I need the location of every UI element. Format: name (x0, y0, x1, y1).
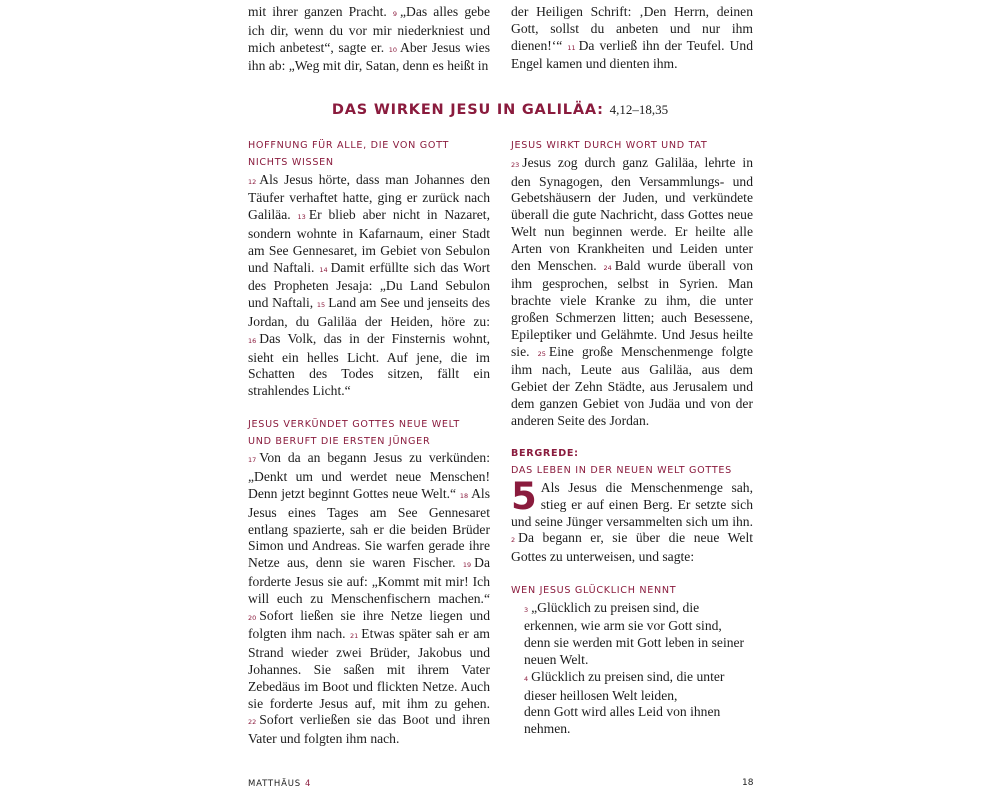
verse-number: 16 (248, 336, 257, 345)
verse-number: 4 (524, 674, 529, 683)
running-footer (248, 779, 311, 789)
section-title: DAS WIRKEN JESU IN GALILÄA: (331, 102, 604, 118)
chapter-number: 5 (511, 474, 537, 518)
right-column (511, 138, 753, 738)
section-reference: 4,12–18,35 (609, 102, 669, 117)
beatitudes-poem (511, 600, 753, 738)
left-column (248, 138, 490, 748)
verse-number: 21 (350, 632, 359, 641)
verse-number: 20 (248, 613, 257, 622)
poem-line: denn Gott wird alles Leid von ihnen nehmen. (524, 704, 721, 737)
top-right-column (511, 4, 753, 73)
poem-line: 3 „Glücklich zu preisen sind, die erkennen, wie arm sie vor Gott sind, (524, 599, 722, 634)
verse-number: 25 (537, 349, 546, 358)
paragraph-23-25: 23 Jesus zog durch ganz Galiläa, lehrte in den Synagogen, den Versammlungs- und Gebetshäusern der Juden, und verkündete überall die gute Nachricht, dass Gottes neue Welt nun beginnen werde. Er heilte alle Arten von Krankheiten und Leiden unter den Menschen. 24 Bald wurde überall von ihm gesprochen, selbst in Syrien. Man brachte viele Kranke zu ihm, die unter großen Schmerzen litten; auch Besessene, Epileptiker und Gelähmte. Und Jesus heilte sie. 25 Eine große Menschenmenge folgte ihm nach, Leute aus Galiläa, aus dem Gebiet der Zehn Städte, aus Jerusalem und dem ganzen Gebiet von Judäa und von der anderen Seite des Jordan. (511, 154, 753, 428)
paragraph-17-22: 17 Von da an begann Jesus zu verkünden: „Denkt um und werdet neue Menschen! Denn jetzt beginnt Gottes neue Welt.“ 18 Als Jesus eines Tages am See Gennesaret entlang spazierte, sah er die beiden Brüder Simon und Andreas. Sie warfen gerade ihre Netze aus, denn sie waren Fischer. 19 Da forderte Jesus sie auf: „Kommt mit mir! Ich will euch zu Menschenfischern machen.“ 20 Sofort ließen sie ihre Netze liegen und folgten ihm nach. 21 Etwas später sah er am Strand wieder zwei Brüder, Jakobus und Johannes. Sie saßen mit ihrem Vater Zebedäus im Boot und flickten Netze. Auch sie forderte Jesus auf, mit ihm zu gehen. 22 Sofort verließen sie das Boot und ihren Vater und folgten ihm nach. (248, 450, 490, 747)
verse-number: 22 (248, 718, 257, 727)
verse-number: 3 (524, 605, 529, 614)
section-heading (0, 102, 1000, 118)
verse-number: 11 (567, 43, 576, 52)
poem-line: denn sie werden mit Gott leben in seiner neuen Welt. (524, 635, 745, 667)
paragraph-12-16: 12 Als Jesus hörte, dass man Johannes den Täufer verhaftet hatte, ging er zurück nach Galiläa. 13 Er blieb aber nicht in Nazaret, sondern wohnte in Kafarnaum, einer Stadt am See Gennesaret, im Gebiet von Sebulon und Naftali. 14 Damit erfüllte sich das Wort des Propheten Jesaja: „Du Land Sebulon und Naftali, 15 Land am See und jenseits des Jordan, du Galiläa der Heiden, höre zu: 16 Das Volk, das in der Finsternis wohnt, sieht ein helles Licht. Auf jene, die im Schatten des Todes sitzen, fällt ein strahlendes Licht.“ (248, 171, 491, 399)
verse-number: 10 (388, 45, 397, 54)
verse-number: 23 (511, 160, 520, 169)
subheading-leben-neue-welt: DAS LEBEN IN DER NEUEN WELT GOTTES (511, 465, 732, 477)
verse-number: 2 (511, 536, 516, 545)
verse-number: 19 (462, 561, 472, 570)
verse-number: 17 (248, 456, 257, 465)
book-name: MATTHÄUS (248, 779, 301, 789)
verse-number: 13 (297, 213, 306, 222)
subheading-jesus-verkuendet: JESUS VERKÜNDET GOTTES NEUE WELT (248, 418, 460, 430)
verse-number: 14 (319, 265, 328, 274)
subheading-hoffnung: HOFFNUNG FÜR ALLE, DIE VON GOTT (248, 140, 450, 151)
verse-number: 9 (392, 10, 398, 18)
subheading-jesus-verkuendet-line2: UND BERUFT DIE ERSTEN JÜNGER (248, 435, 431, 447)
poem-line: 4 Glücklich zu preisen sind, die unter dieser heillosen Welt leiden, (524, 668, 725, 703)
page-number: 18 (742, 778, 754, 788)
chapter-label: 4 (304, 779, 312, 789)
top-right-paragraph: der Heiligen Schrift: ‚Den Herrn, deinen Gott, sollst du anbeten und nur ihm dienen!‘“ 11 Da verließ ihn der Teufel. Und Engel kamen und dienten ihm. (511, 4, 753, 72)
verse-number: 24 (603, 263, 612, 272)
verse-number: 18 (459, 491, 469, 500)
verse-number: 15 (316, 301, 326, 310)
subheading-bergrede: BERGREDE: (511, 448, 579, 460)
verse-number: 12 (248, 177, 257, 186)
paragraph-5-1-2: 5 Als Jesus die Menschenmenge sah, stieg er auf einen Berg. Er setzte sich und seine Jünger versammelten sich um ihn. 2 Da begann er, sie über die neue Welt Gottes zu unterweisen, und sagte: (511, 474, 753, 565)
subheading-jesus-wirkt: JESUS WIRKT DURCH WORT UND TAT (511, 140, 708, 151)
subheading-wen-jesus: WEN JESUS GLÜCKLICH NENNT (511, 584, 677, 596)
top-left-column (248, 4, 490, 75)
top-left-paragraph: mit ihrer ganzen Pracht. 9 „Das alles gebe ich dir, wenn du vor mir niederkniest und mich anbetest“, sagte er. 10 Aber Jesus wies ihn ab: „Weg mit dir, Satan, denn es heißt in (248, 4, 490, 74)
subheading-hoffnung-line2: NICHTS WISSEN (248, 156, 334, 168)
